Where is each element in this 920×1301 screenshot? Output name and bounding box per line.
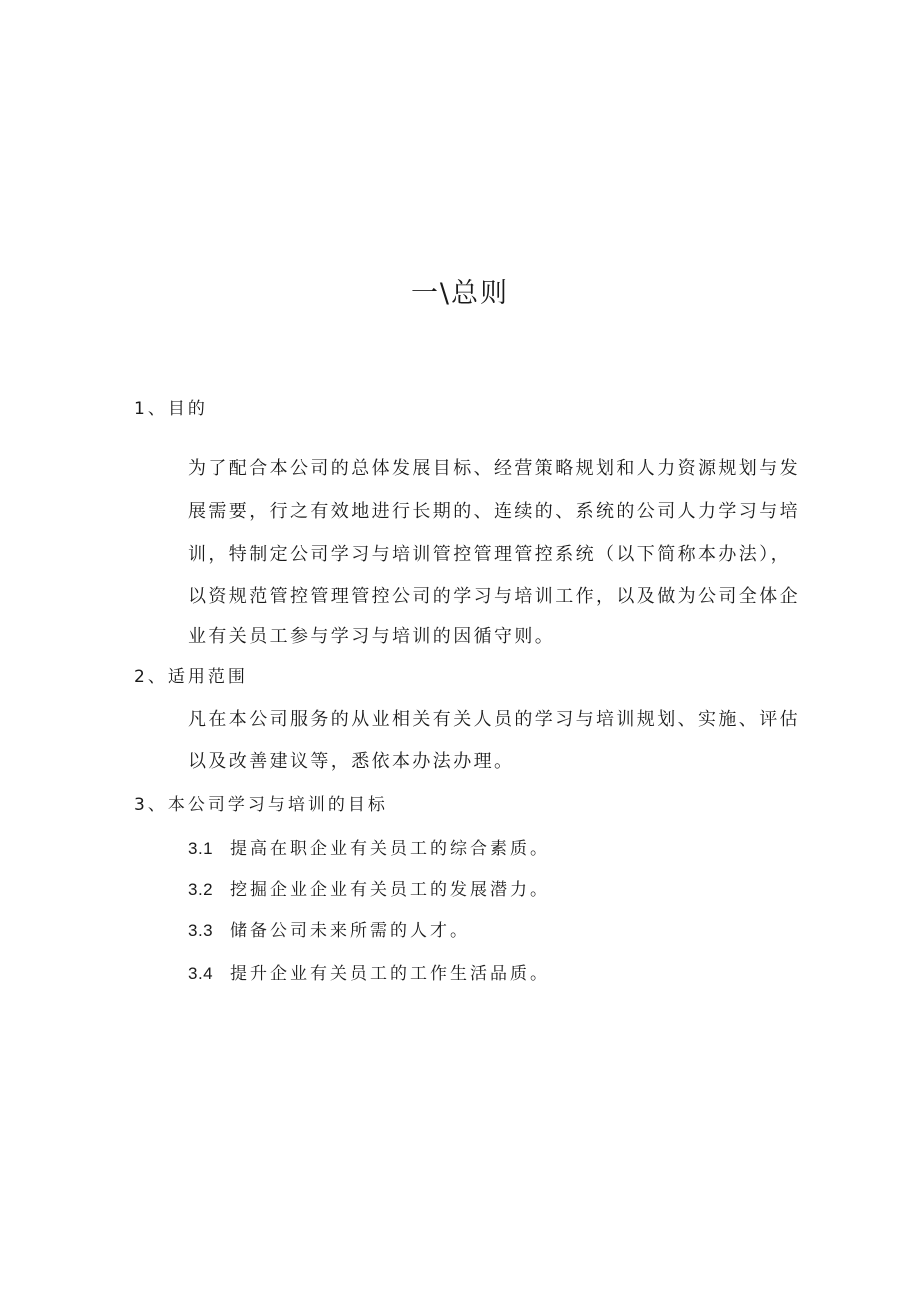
goal-item-text: 挖掘企业企业有关员工的发展潜力。 bbox=[230, 880, 550, 900]
goal-item-number: 3.2 bbox=[188, 880, 214, 899]
section-heading-scope: 2、适用范围 bbox=[134, 667, 248, 687]
paragraph-line: 凡在本公司服务的从业相关有关人员的学习与培训规划、实施、评估 bbox=[188, 709, 800, 730]
goal-item-text: 提高在职企业有关员工的综合素质。 bbox=[230, 839, 550, 859]
section-heading-goals: 3、本公司学习与培训的目标 bbox=[134, 795, 388, 815]
paragraph-line: 为了配合本公司的总体发展目标、经营策略规划和人力资源规划与发 bbox=[188, 458, 800, 479]
page-title: 一\总则 bbox=[410, 278, 510, 309]
goal-item bbox=[188, 836, 550, 862]
goal-item-text: 储备公司未来所需的人才。 bbox=[230, 921, 470, 941]
goal-item bbox=[188, 918, 470, 944]
paragraph-line: 业有关员工参与学习与培训的因循守则。 bbox=[188, 626, 556, 647]
paragraph-line: 训，特制定公司学习与培训管控管理管控系统（以下简称本办法）， bbox=[188, 544, 791, 565]
paragraph-line: 以资规范管控管理管控公司的学习与培训工作，以及做为公司全体企 bbox=[188, 586, 800, 607]
goal-item-number: 3.3 bbox=[188, 921, 214, 940]
goal-item bbox=[188, 877, 550, 903]
paragraph-line: 以及改善建议等，悉依本办法办理。 bbox=[188, 751, 515, 772]
section-heading-purpose: 1、目的 bbox=[134, 399, 208, 419]
paragraph-line: 展需要，行之有效地进行长期的、连续的、系统的公司人力学习与培 bbox=[188, 501, 800, 522]
goal-item-number: 3.1 bbox=[188, 839, 214, 858]
goal-item-number: 3.4 bbox=[188, 964, 214, 983]
goal-item-text: 提升企业有关员工的工作生活品质。 bbox=[230, 964, 550, 984]
goal-item bbox=[188, 961, 550, 987]
